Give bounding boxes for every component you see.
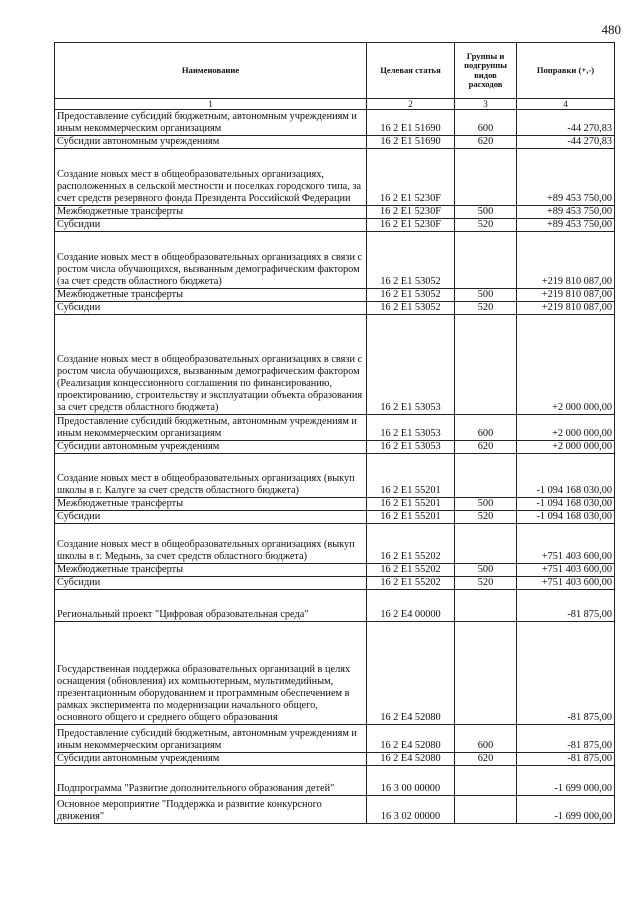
- row-name: Создание новых мест в общеобразовательных организациях в связи с ростом числа обучающихся, вызванным демографическим фактором (Реализация концессионного соглашения по финансированию, проектированию, строительству и эксплуатации объекта образования за счет средств областного бюджета): [55, 315, 367, 415]
- row-amount: +751 403 600,00: [517, 564, 615, 577]
- row-amount: -1 094 168 030,00: [517, 511, 615, 524]
- table-row: [55, 219, 615, 232]
- table-row: [55, 232, 615, 289]
- row-expense-group: 600: [455, 110, 517, 136]
- row-target-article: 16 2 E1 53052: [367, 302, 455, 315]
- row-target-article: 16 2 E1 53053: [367, 415, 455, 441]
- row-amount: +89 453 750,00: [517, 219, 615, 232]
- row-expense-group: [455, 766, 517, 796]
- row-name: Межбюджетные трансферты: [55, 206, 367, 219]
- table-row: [55, 577, 615, 590]
- row-target-article: 16 2 E1 51690: [367, 136, 455, 149]
- row-name: Основное мероприятие "Поддержка и развитие конкурсного движения": [55, 796, 367, 824]
- table-row: [55, 590, 615, 622]
- row-expense-group: [455, 149, 517, 206]
- row-name: Межбюджетные трансферты: [55, 564, 367, 577]
- row-amount: +219 810 087,00: [517, 232, 615, 289]
- row-amount: -1 699 000,00: [517, 766, 615, 796]
- row-name: Субсидии: [55, 511, 367, 524]
- table-row: [55, 110, 615, 136]
- row-amount: -1 094 168 030,00: [517, 498, 615, 511]
- row-target-article: 16 2 E1 55202: [367, 577, 455, 590]
- table-row: [55, 564, 615, 577]
- table-row: [55, 302, 615, 315]
- table-row: [55, 206, 615, 219]
- row-expense-group: 500: [455, 498, 517, 511]
- table-row: [55, 289, 615, 302]
- row-name: Подпрограмма "Развитие дополнительного образования детей": [55, 766, 367, 796]
- table-row: [55, 315, 615, 415]
- row-name: Межбюджетные трансферты: [55, 289, 367, 302]
- row-target-article: 16 2 E4 52080: [367, 622, 455, 725]
- row-target-article: 16 3 02 00000: [367, 796, 455, 824]
- row-amount: +219 810 087,00: [517, 302, 615, 315]
- row-expense-group: [455, 622, 517, 725]
- row-name: Субсидии: [55, 577, 367, 590]
- row-expense-group: 600: [455, 415, 517, 441]
- row-expense-group: [455, 590, 517, 622]
- row-expense-group: 620: [455, 136, 517, 149]
- column-number: 2: [367, 99, 455, 110]
- table-row: [55, 524, 615, 564]
- row-expense-group: 500: [455, 564, 517, 577]
- row-expense-group: [455, 796, 517, 824]
- row-expense-group: 500: [455, 206, 517, 219]
- row-amount: +219 810 087,00: [517, 289, 615, 302]
- row-target-article: 16 2 E1 53053: [367, 315, 455, 415]
- row-name: Создание новых мест в общеобразовательных организациях, расположенных в сельской местности и поселках городского типа, за счет средств резервного фонда Президента Российской Федерации: [55, 149, 367, 206]
- row-amount: -44 270,83: [517, 136, 615, 149]
- row-expense-group: [455, 454, 517, 498]
- row-amount: +751 403 600,00: [517, 524, 615, 564]
- table-row: [55, 441, 615, 454]
- row-amount: +751 403 600,00: [517, 577, 615, 590]
- row-amount: -81 875,00: [517, 753, 615, 766]
- row-expense-group: 520: [455, 511, 517, 524]
- row-amount: +2 000 000,00: [517, 441, 615, 454]
- row-target-article: 16 2 E1 5230F: [367, 219, 455, 232]
- header-target-article: Целевая статья: [367, 43, 455, 99]
- table-row: [55, 149, 615, 206]
- row-target-article: 16 2 E4 00000: [367, 590, 455, 622]
- row-expense-group: 620: [455, 441, 517, 454]
- row-name: Субсидии автономным учреждениям: [55, 441, 367, 454]
- row-target-article: 16 2 E1 55201: [367, 498, 455, 511]
- row-amount: +2 000 000,00: [517, 415, 615, 441]
- row-amount: -81 875,00: [517, 622, 615, 725]
- row-amount: -44 270,83: [517, 110, 615, 136]
- row-target-article: 16 2 E1 51690: [367, 110, 455, 136]
- row-expense-group: 600: [455, 725, 517, 753]
- row-target-article: 16 2 E4 52080: [367, 725, 455, 753]
- row-name: Создание новых мест в общеобразовательных организациях в связи с ростом числа обучающихся, вызванным демографическим фактором (за счет средств областного бюджета): [55, 232, 367, 289]
- row-expense-group: 520: [455, 302, 517, 315]
- row-expense-group: 500: [455, 289, 517, 302]
- column-number: 3: [455, 99, 517, 110]
- row-expense-group: 520: [455, 577, 517, 590]
- row-target-article: 16 2 E1 55202: [367, 564, 455, 577]
- row-amount: -1 699 000,00: [517, 796, 615, 824]
- header-amendments: Поправки (+,-): [517, 43, 615, 99]
- row-expense-group: [455, 315, 517, 415]
- header-name: Наименование: [55, 43, 367, 99]
- table-row: [55, 766, 615, 796]
- row-target-article: 16 2 E1 53052: [367, 289, 455, 302]
- row-name: Предоставление субсидий бюджетным, автономным учреждениям и иным некоммерческим организациям: [55, 725, 367, 753]
- row-target-article: 16 2 E1 55201: [367, 511, 455, 524]
- row-target-article: 16 2 E1 53052: [367, 232, 455, 289]
- page-number: 480: [601, 22, 621, 37]
- row-expense-group: [455, 232, 517, 289]
- table-row: [55, 753, 615, 766]
- column-number: 1: [55, 99, 367, 110]
- table-row: [55, 415, 615, 441]
- row-name: Предоставление субсидий бюджетным, автономным учреждениям и иным некоммерческим организациям: [55, 415, 367, 441]
- header-row: [55, 43, 615, 99]
- row-expense-group: [455, 524, 517, 564]
- row-name: Предоставление субсидий бюджетным, автономным учреждениям и иным некоммерческим организациям: [55, 110, 367, 136]
- row-amount: +2 000 000,00: [517, 315, 615, 415]
- row-expense-group: 620: [455, 753, 517, 766]
- column-number-row: [55, 99, 615, 110]
- table-row: [55, 454, 615, 498]
- row-name: Субсидии автономным учреждениям: [55, 753, 367, 766]
- row-name: Субсидии: [55, 302, 367, 315]
- row-name: Создание новых мест в общеобразовательных организациях (выкуп школы в г. Медынь, за счет средств областного бюджета): [55, 524, 367, 564]
- row-name: Субсидии автономным учреждениям: [55, 136, 367, 149]
- budget-amendments-table: [54, 42, 615, 824]
- row-name: Субсидии: [55, 219, 367, 232]
- row-amount: +89 453 750,00: [517, 206, 615, 219]
- row-target-article: 16 2 E1 55202: [367, 524, 455, 564]
- table-row: [55, 796, 615, 824]
- row-expense-group: 520: [455, 219, 517, 232]
- row-target-article: 16 2 E1 55201: [367, 454, 455, 498]
- row-target-article: 16 3 00 00000: [367, 766, 455, 796]
- row-amount: -1 094 168 030,00: [517, 454, 615, 498]
- row-amount: -81 875,00: [517, 725, 615, 753]
- row-target-article: 16 2 E1 53053: [367, 441, 455, 454]
- row-target-article: 16 2 E4 52080: [367, 753, 455, 766]
- row-amount: -81 875,00: [517, 590, 615, 622]
- row-target-article: 16 2 E1 5230F: [367, 206, 455, 219]
- row-name: Государственная поддержка образовательных организаций в целях оснащения (обновления) их компьютерным, мультимедийным, презентационным оборудованием и программным обеспечением в рамках эксперимента по модернизации начального общего, основного общего и среднего общего образования: [55, 622, 367, 725]
- table-row: [55, 498, 615, 511]
- column-number: 4: [517, 99, 615, 110]
- row-amount: +89 453 750,00: [517, 149, 615, 206]
- table-row: [55, 511, 615, 524]
- row-name: Межбюджетные трансферты: [55, 498, 367, 511]
- row-name: Региональный проект "Цифровая образовательная среда": [55, 590, 367, 622]
- table-row: [55, 725, 615, 753]
- header-expense-groups: Группы и подгруппы видов расходов: [455, 43, 517, 99]
- table-row: [55, 622, 615, 725]
- row-target-article: 16 2 E1 5230F: [367, 149, 455, 206]
- table-row: [55, 136, 615, 149]
- row-name: Создание новых мест в общеобразовательных организациях (выкуп школы в г. Калуге за счет средств областного бюджета): [55, 454, 367, 498]
